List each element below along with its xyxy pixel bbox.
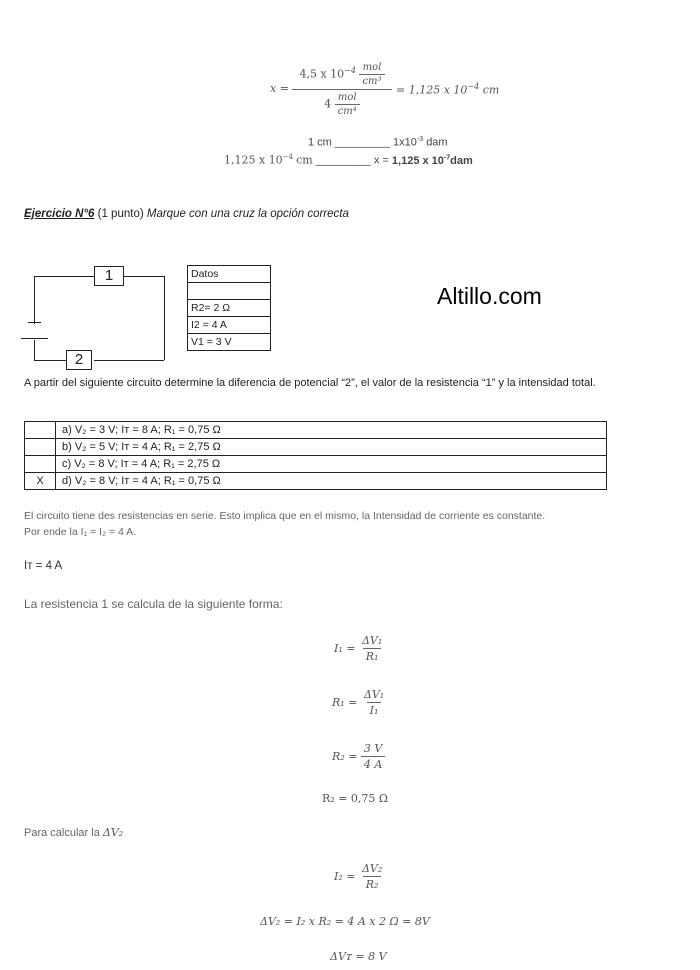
datos-table (187, 265, 271, 351)
option-text: a) V₂ = 3 V; Iᴛ = 8 A; R₁ = 0,75 Ω (56, 422, 607, 439)
conversion-line-2 (224, 153, 473, 167)
option-row[interactable] (25, 473, 607, 490)
formula-r2-result: R₂ = 0,75 Ω (322, 792, 389, 805)
conv2-result-exp: -7 (443, 154, 451, 161)
option-row[interactable] (25, 456, 607, 473)
datos-empty-row (188, 283, 271, 300)
eq-num-unit-num: mol (362, 62, 382, 73)
eq-result (396, 82, 499, 97)
total-current: Iᴛ = 4 A (24, 560, 63, 572)
option-mark[interactable] (25, 456, 56, 473)
formula-v2: ΔV₂ = I₂ x R₂ = 4 A x 2 Ω = 8V (260, 915, 430, 928)
conv1-blank: _________ (334, 136, 390, 149)
conv1-right: 1x10 (393, 136, 417, 149)
f3-den: 4 A (361, 756, 385, 771)
f3-lhs: R₂ = (332, 749, 358, 763)
eq-num-unit (359, 62, 384, 87)
conv2-result-unit: dam (450, 154, 473, 167)
conv1-left: 1 cm (308, 136, 332, 149)
battery-long-plate (21, 338, 48, 339)
formula-r2-values (332, 736, 385, 776)
formula-vt: ΔVᴛ = 8 V (330, 950, 387, 963)
option-row[interactable] (25, 439, 607, 456)
f1-lhs: I₁ = (334, 641, 356, 655)
f5-lhs: I₂ = (334, 869, 356, 883)
f1-den: R₁ (363, 648, 382, 663)
f1-num: ΔV₁ (361, 633, 383, 647)
options-table (24, 421, 607, 490)
eq-den: 4 (324, 97, 332, 111)
circuit-diagram (20, 264, 170, 372)
datos-header: Datos (188, 266, 271, 283)
conv2-unit: cm (296, 153, 313, 167)
datos-v1: V1 = 3 V (188, 334, 271, 351)
conv2-x: x = (373, 154, 389, 167)
explanation-line-1: El circuito tiene des resistencias en serie. Esto implica que en el mismo, la Intensidad de corriente es constante. (24, 510, 546, 522)
f5-num: ΔV₂ (361, 861, 383, 875)
f2-lhs: R₁ = (332, 695, 358, 709)
eq-lhs: x = (270, 82, 289, 95)
resistor-2: 2 (66, 350, 92, 370)
watermark: Altillo.com (437, 283, 542, 309)
r1-intro: La resistencia 1 se calcula de la siguiente forma: (24, 597, 283, 611)
conv1-exp: -3 (416, 136, 424, 143)
option-text: d) V₂ = 8 V; Iᴛ = 4 A; R₁ = 0,75 Ω (56, 473, 607, 490)
conv2-exp: −4 (282, 153, 294, 161)
eq-num-unit-den: cm³ (359, 74, 384, 87)
option-row[interactable] (25, 422, 607, 439)
wire-top-right (124, 276, 164, 277)
eq-result-value: = 1,125 x 10 (396, 83, 468, 97)
resistor-1: 1 (94, 266, 124, 286)
eq-den-unit-num: mol (337, 92, 357, 103)
datos-i2: I2 = 4 A (188, 317, 271, 334)
f3-num: 3 V (363, 741, 383, 755)
eq-result-unit: cm (482, 83, 500, 97)
wire-left-top (34, 276, 35, 324)
eq-result-exp: −4 (467, 82, 480, 91)
conv1-unit: dam (426, 136, 448, 149)
formula-i1 (334, 628, 385, 668)
eq-den-unit (335, 92, 360, 117)
eq-num: 4,5 x 10 (299, 67, 345, 81)
datos-r2: R2= 2 Ω (188, 300, 271, 317)
eq-num-exp: −4 (344, 65, 356, 75)
eq-den-unit-den: cm⁴ (335, 104, 360, 117)
wire-left-bottom (34, 340, 35, 360)
option-mark[interactable]: X (25, 473, 56, 490)
conv2-left: 1,125 x 10 (224, 153, 283, 167)
equation-x (270, 62, 510, 120)
wire-right (164, 276, 165, 360)
option-text: c) V₂ = 8 V; Iᴛ = 4 A; R₁ = 2,75 Ω (56, 456, 607, 473)
conv2-result: 1,125 x 10 (391, 154, 444, 167)
f5-den: R₂ (363, 876, 382, 891)
option-mark[interactable] (25, 439, 56, 456)
v2-intro (24, 826, 123, 839)
f2-num: ΔV₁ (363, 687, 385, 701)
explanation-line-2: Por ende la I₁ = I₂ = 4 A. (24, 526, 137, 538)
option-text: b) V₂ = 5 V; Iᴛ = 4 A; R₁ = 2,75 Ω (56, 439, 607, 456)
f2-frac (361, 688, 387, 717)
option-mark[interactable] (25, 422, 56, 439)
f2-den: I₁ (367, 702, 382, 717)
formula-r1 (332, 682, 387, 722)
exercise-points: (1 punto) (97, 208, 144, 220)
conversion-line-1 (308, 136, 448, 149)
exercise-heading (24, 208, 349, 220)
v2-symbol: ΔV₂ (102, 826, 124, 839)
formula-i2 (334, 856, 385, 896)
f5-frac (359, 862, 385, 891)
exercise-title: Ejercicio N°6 (24, 208, 95, 220)
exercise-instruction: Marque con una cruz la opción correcta (146, 208, 349, 220)
v2-intro-text: Para calcular la (24, 827, 100, 839)
wire-bottom-right (94, 360, 164, 361)
f1-frac (359, 634, 385, 663)
wire-bottom-left (34, 360, 66, 361)
question-text: A partir del siguiente circuito determine la diferencia de potencial “2”, el valor de la resistencia “1” y la intensidad total. (24, 377, 596, 389)
eq-fraction (292, 62, 392, 117)
battery-short-plate (28, 322, 41, 323)
f3-frac (361, 742, 385, 771)
conv2-blank: _________ (315, 154, 371, 167)
